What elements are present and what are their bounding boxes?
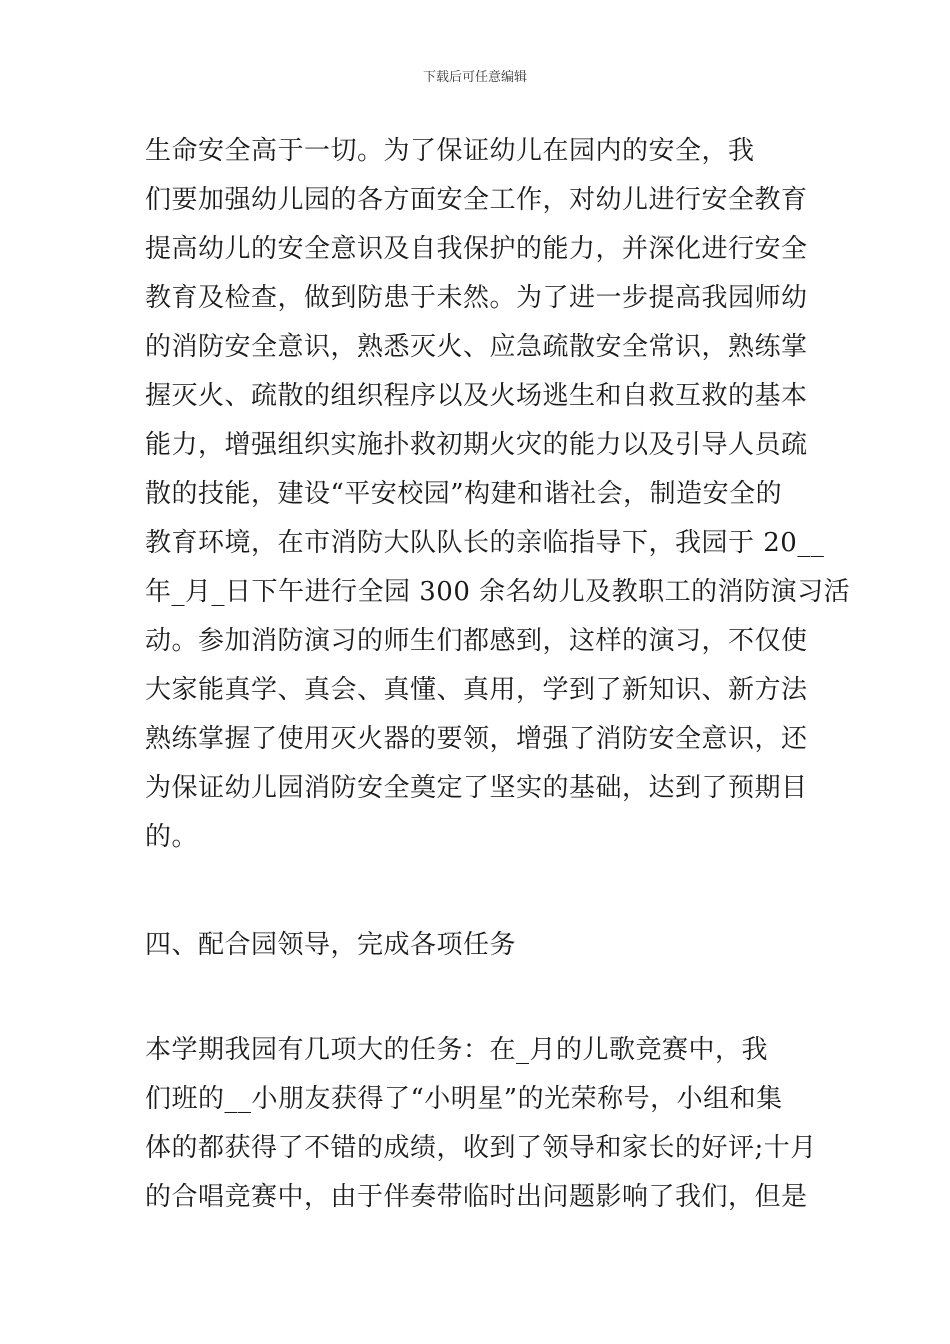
- text-line: 年_月_日下午进行全园 300 余名幼儿及教职工的消防演习活: [145, 577, 851, 607]
- text-line: 散的技能，建设“平安校园”构建和谐社会，制造安全的: [145, 479, 783, 509]
- text-line: 熟练掌握了使用灭火器的要领，增强了消防安全意识，还: [145, 724, 808, 754]
- text-line: 提高幼儿的安全意识及自我保护的能力，并深化进行安全: [145, 234, 808, 264]
- text-line: 大家能真学、真会、真懂、真用，学到了新知识、新方法: [145, 675, 808, 705]
- text-line: 教育环境，在市消防大队队长的亲临指导下，我园于 20__: [145, 528, 825, 558]
- text-line: 握灭火、疏散的组织程序以及火场逃生和自救互救的基本: [145, 381, 808, 411]
- page-header: 下载后可任意编辑: [422, 70, 527, 85]
- text-line: 的消防安全意识，熟悉灭火、应急疏散安全常识，熟练掌: [145, 332, 808, 362]
- text-line: 们班的__小朋友获得了“小明星”的光荣称号，小组和集: [145, 1084, 783, 1114]
- text-line: 教育及检查，做到防患于未然。为了进一步提高我园师幼: [145, 283, 808, 313]
- section-heading: 四、配合园领导，完成各项任务: [145, 930, 517, 960]
- text-line: 的合唱竞赛中，由于伴奏带临时出问题影响了我们，但是: [145, 1182, 808, 1212]
- text-line: 本学期我园有几项大的任务：在_月的儿歌竞赛中，我: [145, 1035, 769, 1065]
- text-line: 的。: [145, 822, 199, 852]
- text-line: 体的都获得了不错的成绩，收到了领导和家长的好评;十月: [145, 1133, 817, 1163]
- text-line: 动。参加消防演习的师生们都感到，这样的演习，不仅使: [145, 626, 808, 656]
- text-line: 们要加强幼儿园的各方面安全工作，对幼儿进行安全教育: [145, 185, 808, 215]
- text-line: 为保证幼儿园消防安全奠定了坚实的基础，达到了预期目: [145, 773, 808, 803]
- text-line: 能力，增强组织实施扑救初期火灾的能力以及引导人员疏: [145, 430, 808, 460]
- text-line: 生命安全高于一切。为了保证幼儿在园内的安全，我: [145, 136, 755, 166]
